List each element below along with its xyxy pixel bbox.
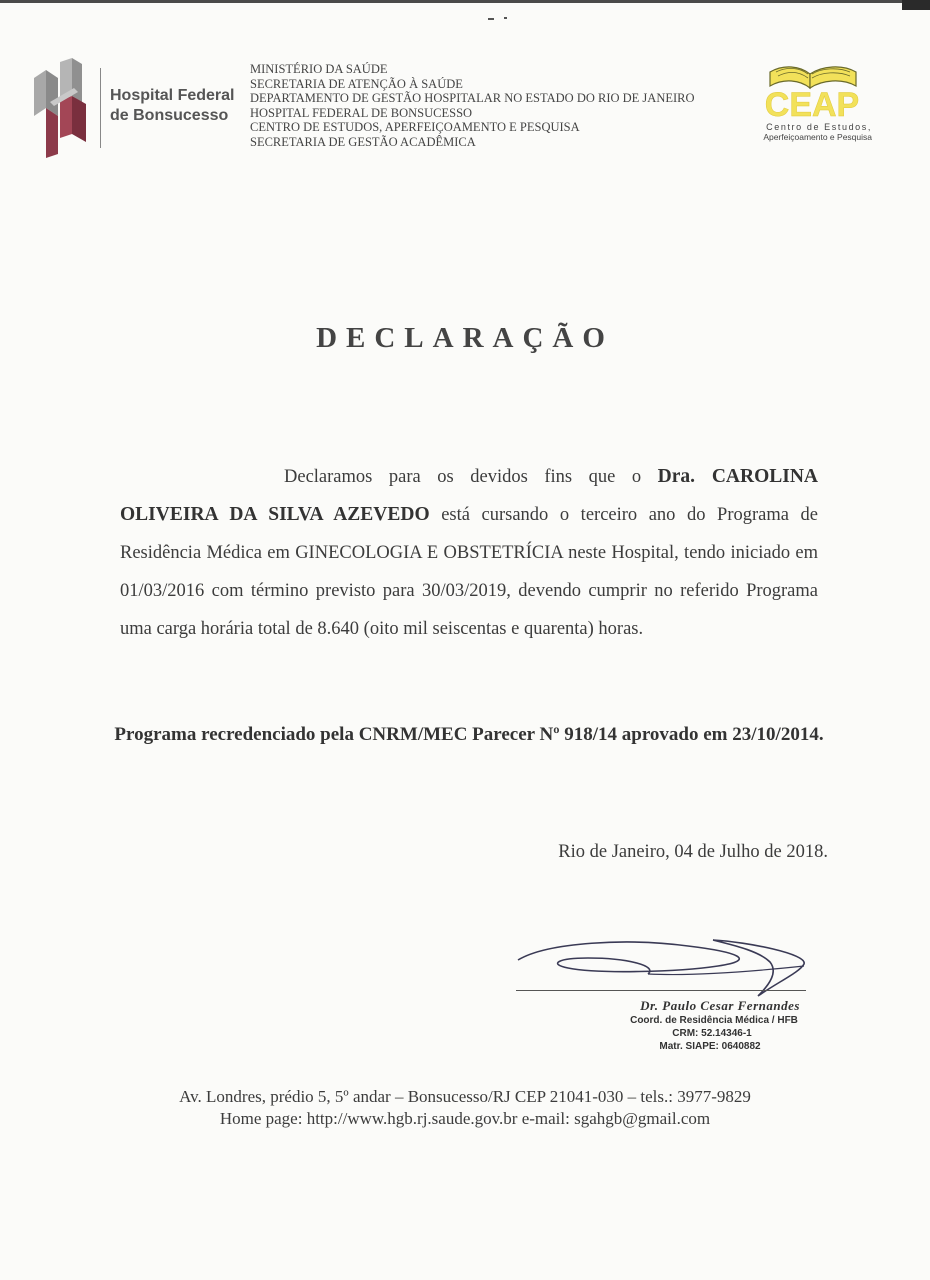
hospital-name-line2: de Bonsucesso	[110, 107, 229, 124]
signatory-role: Coord. de Residência Médica / HFB	[630, 1015, 798, 1026]
document-title: DECLARAÇÃO	[316, 322, 614, 354]
signature-icon	[508, 932, 808, 1002]
signatory-stamp	[620, 998, 820, 1053]
header-line: MINISTÉRIO DA SAÚDE	[250, 62, 388, 76]
footer-address: Av. Londres, prédio 5, 5º andar – Bonsucesso/RJ CEP 21041-030 – tels.: 3977-9829	[179, 1087, 751, 1106]
logo-divider	[100, 68, 101, 148]
signatory-name: Dr. Paulo Cesar Fernandes	[640, 998, 800, 1013]
hospital-logo-icon	[30, 58, 92, 158]
institution-header	[250, 62, 750, 150]
ceap-sub-line1: Centro de Estudos,	[766, 122, 872, 132]
hospital-name-line1: Hospital Federal	[110, 87, 235, 104]
ceap-logo-text: CEAP	[764, 86, 860, 124]
scan-corner-mark	[902, 0, 930, 10]
signature-line	[516, 990, 806, 991]
signatory-crm: CRM: 52.14346-1	[672, 1028, 752, 1039]
header-line: SECRETARIA DE ATENÇÃO À SAÚDE	[250, 76, 463, 91]
hospital-name	[110, 86, 250, 126]
body-text-intro: Declaramos para os devidos fins que o	[284, 467, 658, 487]
header-line: CENTRO DE ESTUDOS, APERFEIÇOAMENTO E PESQUISA	[250, 120, 580, 135]
body-text-details: está cursando o terceiro ano do Programa de Residência Médica em GINECOLOGIA E OBSTETRÍCIA neste Hospital, tendo iniciado em 01/03/2016 com término previsto para 30/03/2019, devendo cumprir no referido Programa uma carga horária total de 8.640 (oito mil seiscentas e quarenta) horas.	[120, 505, 819, 639]
scan-speck	[488, 16, 514, 22]
header-line: HOSPITAL FEDERAL DE BONSUCESSO	[250, 105, 473, 120]
resident-name: Dra. CAROLINA OLIVEIRA DA SILVA AZEVEDO	[120, 466, 818, 525]
signatory-siape: Matr. SIAPE: 0640882	[659, 1041, 761, 1052]
footer	[0, 1086, 930, 1130]
date-line: Rio de Janeiro, 04 de Julho de 2018.	[558, 842, 828, 862]
ceap-subtitle	[748, 122, 872, 142]
footer-contact: Home page: http://www.hgb.rj.saude.gov.br e-mail: sgahgb@gmail.com	[219, 1109, 711, 1128]
scan-top-border	[0, 0, 930, 3]
header-line: SECRETARIA DE GESTÃO ACADÊMICA	[250, 134, 476, 149]
book-icon	[770, 67, 856, 88]
declaration-body	[120, 458, 818, 648]
accreditation-note: Programa recredenciado pela CNRM/MEC Parecer Nº 918/14 aprovado em 23/10/2014.	[114, 724, 824, 745]
ceap-sub-line2: Aperfeiçoamento e Pesquisa	[763, 132, 872, 142]
header-line: DEPARTAMENTO DE GESTÃO HOSPITALAR NO ESTADO DO RIO DE JANEIRO	[250, 91, 695, 106]
